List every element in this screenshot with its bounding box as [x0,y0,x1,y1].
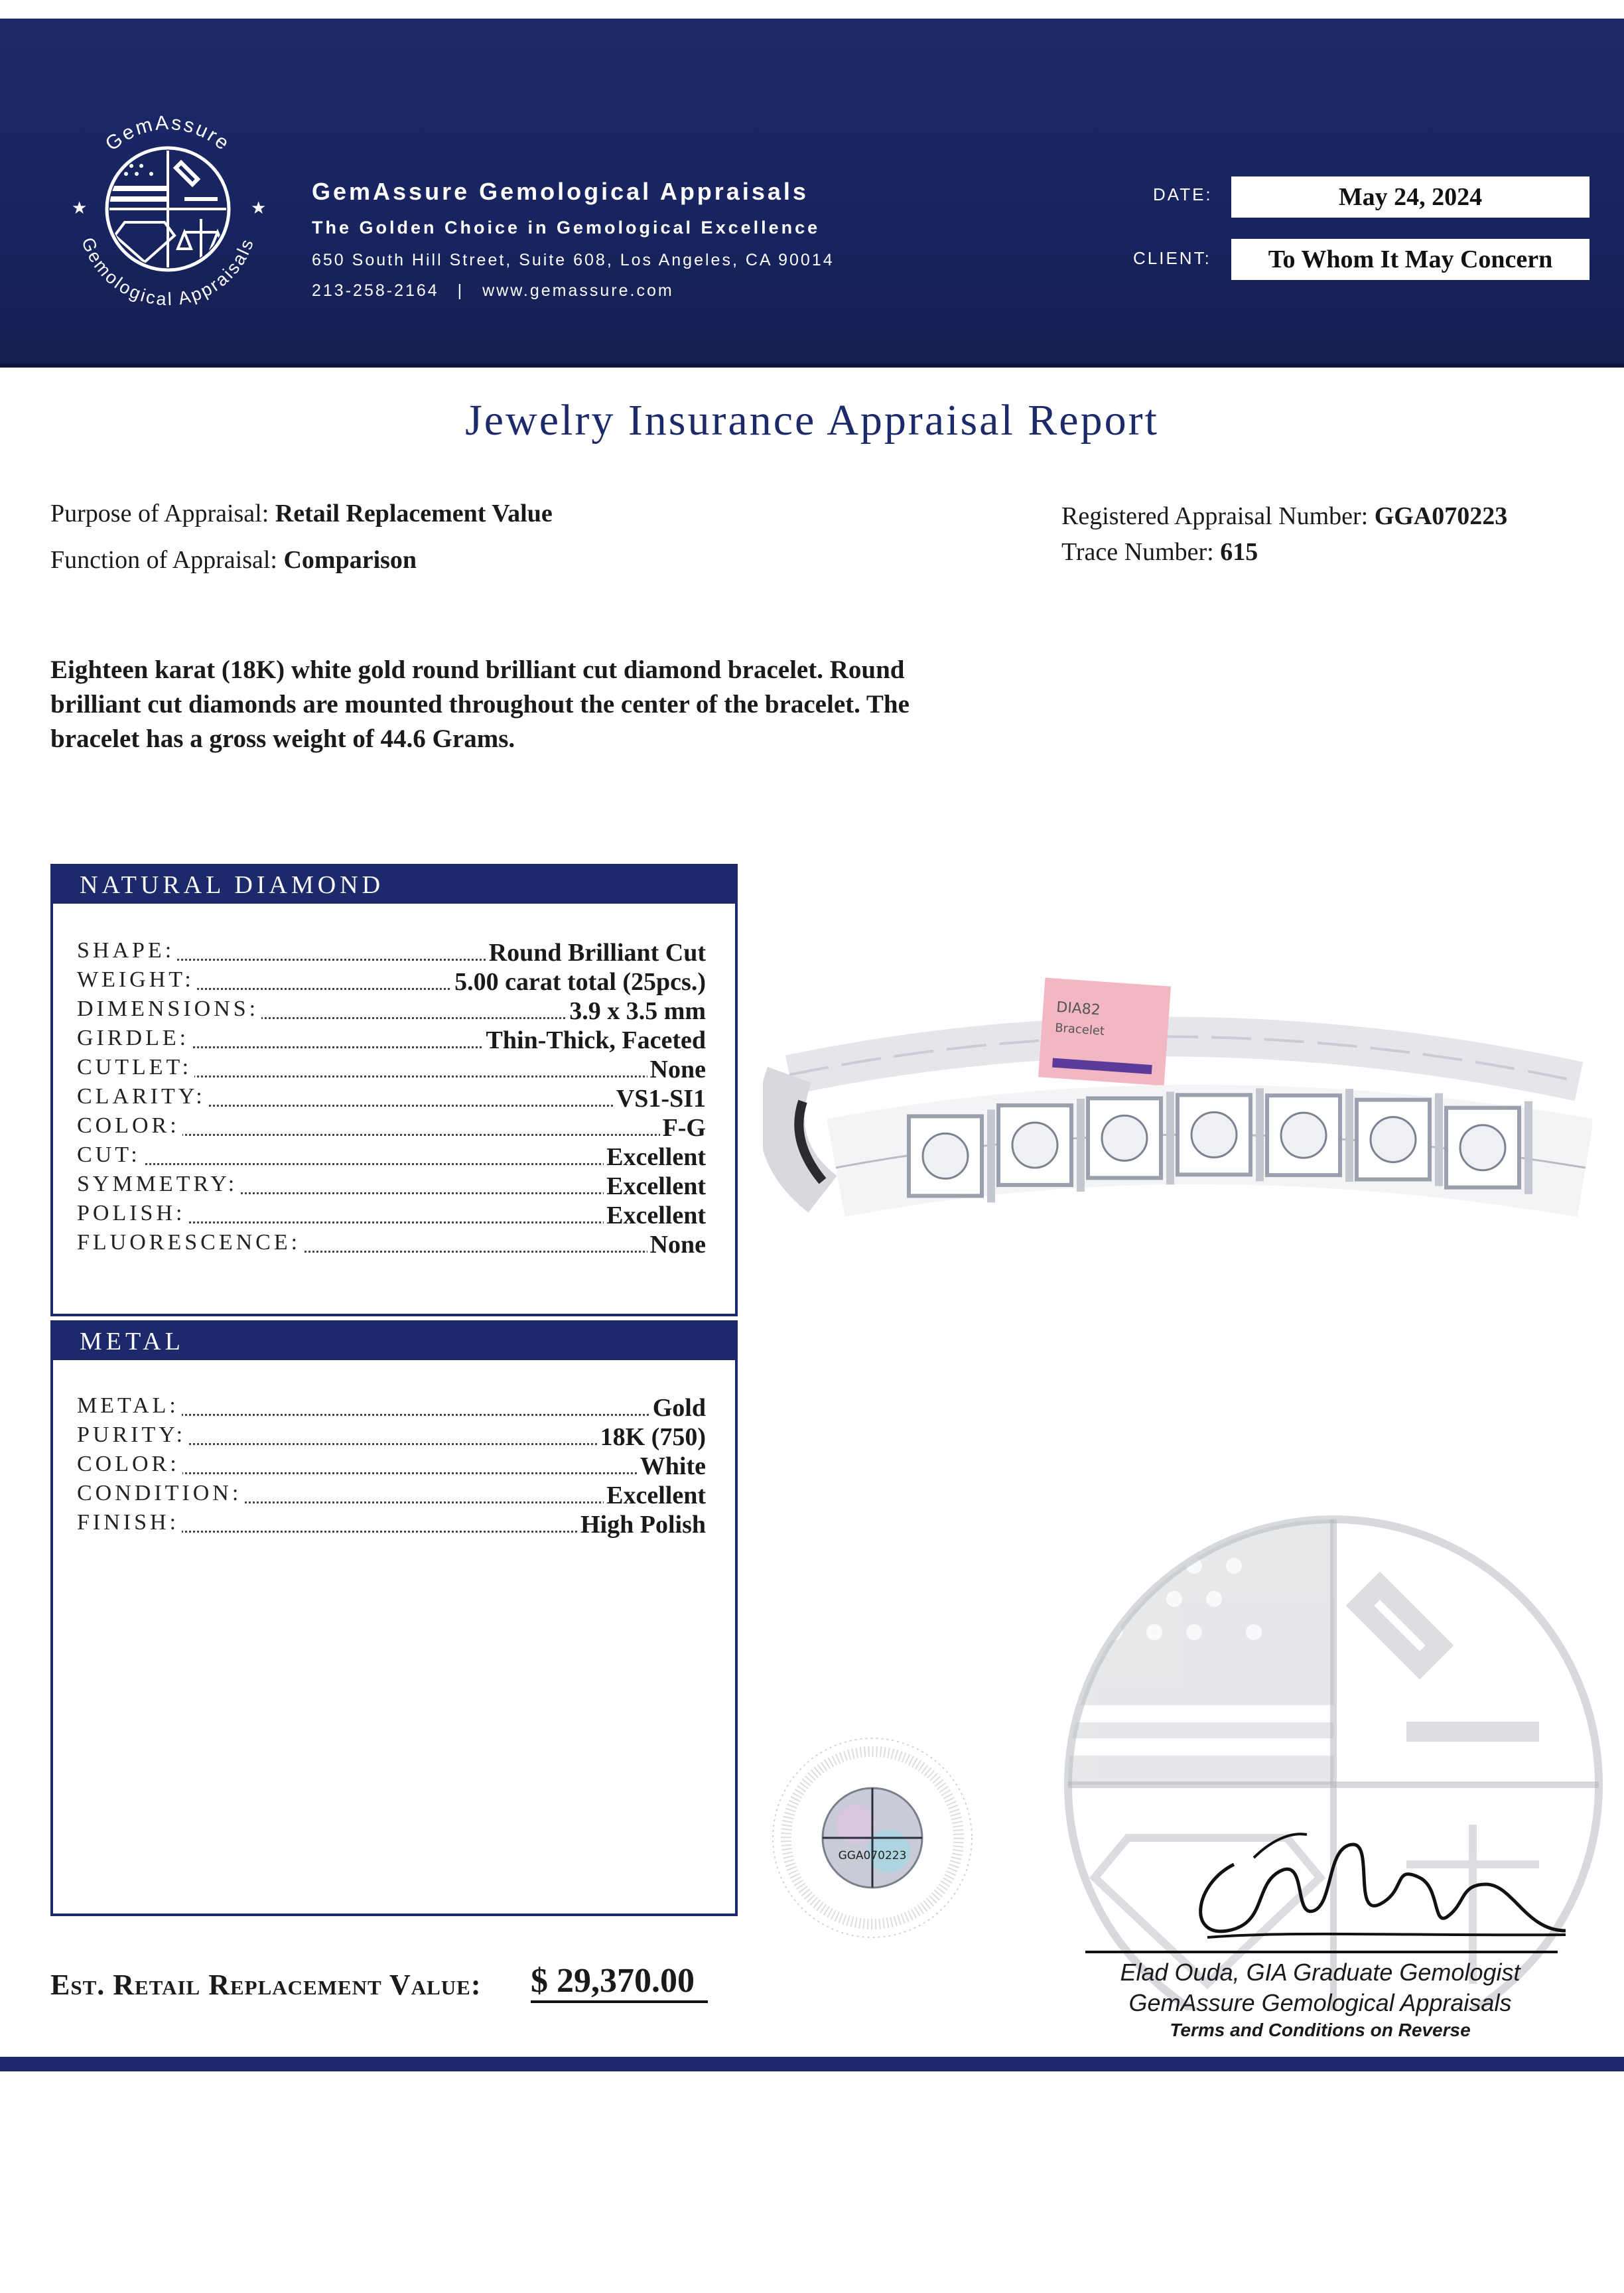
value-amount: $ 29,370.00 [531,1961,708,2003]
svg-text:Gemological Appraisals: Gemological Appraisals [78,234,258,310]
bracelet-diamond [1191,1112,1237,1157]
bracelet-diamond [923,1133,968,1178]
bracelet-bar [1435,1093,1443,1186]
spec-row [77,1393,706,1423]
trace-value: 615 [1220,538,1258,566]
spec-row [77,1172,706,1201]
spec-value: Excellent [604,1143,706,1172]
signature [1154,1805,1579,1957]
date-label: DATE: [1153,184,1213,204]
spec-label: POLISH: [77,1201,186,1225]
terms-note: Terms and Conditions on Reverse [1170,2020,1471,2040]
bracelet-diamond [1460,1125,1505,1170]
spec-label: CUT: [77,1143,141,1167]
trace-label: Trace Number: [1061,538,1214,566]
signer-company: GemAssure Gemological Appraisals [1128,1989,1512,2016]
spec-label: GIRDLE: [77,1026,190,1050]
bracelet-links [909,1088,1532,1202]
purpose-of-appraisal [50,499,553,528]
spec-value: Excellent [604,1172,706,1201]
natural-diamond-heading: NATURAL DIAMOND [53,867,735,904]
spec-label-wrap [77,1201,188,1226]
spec-row [77,967,706,997]
bracelet-bar [1077,1099,1085,1192]
spec-value: Gold [650,1393,706,1423]
natural-diamond-rows [53,938,735,1259]
purpose-value: Retail Replacement Value [275,500,553,527]
registered-appraisal-number [1061,502,1507,531]
company-name: GemAssure Gemological Appraisals [312,178,809,205]
company-contact [312,281,674,301]
metal-heading: METAL [53,1323,735,1360]
spec-label: CLARITY: [77,1084,206,1109]
function-value: Comparison [283,546,417,574]
item-description: Eighteen karat (18K) white gold round brilliant cut diamond bracelet. Round brilliant cut diamonds are mounted throughout the center of the bracelet. The bracelet has a gross weight of 44.6 Grams. [50,656,910,753]
spec-row [77,938,706,967]
spec-value: 18K (750) [598,1423,706,1452]
spec-row [77,1452,706,1481]
value-label: Est. Retail Replacement Value: [50,1969,482,2001]
spec-row [77,1481,706,1510]
tag-type: Bracelet [1054,1020,1105,1038]
spec-label: COLOR: [77,1113,180,1138]
spec-row [77,1113,706,1143]
bracelet-diamond [1102,1115,1147,1160]
spec-label-wrap [77,1143,143,1168]
spec-value: None [647,1055,706,1084]
header-divider [0,364,1624,368]
spec-label-wrap [77,1423,188,1448]
natural-diamond-section [50,864,738,1316]
spec-label-wrap [77,1452,182,1477]
signature-line [1085,1951,1558,1953]
purpose-label: Purpose of Appraisal: [50,500,269,527]
spec-label: METAL: [77,1393,179,1418]
spec-row [77,1084,706,1113]
metal-rows [53,1393,735,1539]
spec-row [77,1230,706,1259]
spec-label-wrap [77,967,197,993]
spec-label-wrap [77,1026,192,1051]
spec-value: Thin-Thick, Faceted [484,1026,706,1055]
spec-label: COLOR: [77,1452,180,1476]
spec-label: DIMENSIONS: [77,997,259,1021]
footer-divider [0,2057,1624,2071]
bracelet-bar [1256,1088,1264,1181]
spec-value: 5.00 carat total (25pcs.) [452,967,706,997]
report-title: Jewelry Insurance Appraisal Report [465,396,1159,445]
bracelet-bar [987,1109,995,1202]
spec-label: FLUORESCENCE: [77,1230,301,1255]
spec-row [77,1510,706,1539]
hologram-sticker-icon [763,1732,982,1944]
trace-number [1061,537,1258,567]
spec-label: CONDITION: [77,1481,242,1505]
bracelet-bar [1166,1091,1174,1184]
spec-label-wrap [77,1113,182,1139]
spec-label-wrap [77,1230,303,1255]
metal-section [50,1320,738,1916]
date-value: May 24, 2024 [1231,176,1590,218]
tag-code: DIA82 [1055,999,1101,1019]
svg-text:★: ★ [251,198,267,218]
header-band [0,19,1624,364]
price-tag [1038,978,1171,1086]
spec-label: CUTLET: [77,1055,192,1079]
spec-label: PURITY: [77,1423,186,1447]
company-address: 650 South Hill Street, Suite 608, Los Angeles, CA 90014 [312,251,835,269]
spec-label: SHAPE: [77,938,175,963]
client-value: To Whom It May Concern [1231,239,1590,280]
company-website: www.gemassure.com [482,281,674,300]
spec-value: White [638,1452,706,1481]
spec-value: Round Brilliant Cut [486,938,706,967]
spec-label-wrap [77,1055,194,1080]
spec-value: High Polish [578,1510,706,1539]
spec-row [77,1201,706,1230]
spec-row [77,1143,706,1172]
spec-label-wrap [77,1084,208,1109]
gemassure-logo-icon [58,100,277,318]
signer-name: Elad Ouda, GIA Graduate Gemologist [1120,1959,1521,1986]
spec-row [77,1026,706,1055]
hologram-number: GGA070223 [838,1849,907,1862]
bracelet-bar [1345,1089,1353,1182]
company-tagline: The Golden Choice in Gemological Excellence [312,218,821,238]
spec-value: Excellent [604,1201,706,1230]
svg-text:GemAssure: GemAssure [101,111,235,156]
spec-row [77,1055,706,1084]
spec-label: FINISH: [77,1510,180,1535]
registered-label: Registered Appraisal Number: [1061,502,1369,530]
spec-label: SYMMETRY: [77,1172,238,1196]
contact-separator: | [457,281,464,300]
bracelet-diamond [1371,1117,1416,1162]
spec-value: Excellent [604,1481,706,1510]
spec-label-wrap [77,1393,182,1419]
function-of-appraisal [50,545,417,575]
spec-row [77,997,706,1026]
spec-label: WEIGHT: [77,967,194,992]
spec-value: VS1-SI1 [614,1084,706,1113]
spec-label-wrap [77,1510,182,1535]
bracelet-photo [763,969,1592,1287]
client-label: CLIENT: [1133,248,1211,268]
spec-value: 3.9 x 3.5 mm [567,997,706,1026]
spec-label-wrap [77,1172,240,1197]
bracelet-diamond [1012,1123,1057,1168]
company-phone: 213-258-2164 [312,281,439,300]
spec-row [77,1423,706,1452]
bracelet-bar [1524,1101,1532,1194]
bracelet-diamond [1281,1113,1326,1158]
spec-value: None [647,1230,706,1259]
spec-value: F-G [660,1113,706,1143]
spec-label-wrap [77,938,177,963]
registered-value: GGA070223 [1374,502,1508,530]
spec-label-wrap [77,1481,244,1506]
spec-label-wrap [77,997,261,1022]
svg-text:★: ★ [72,198,88,218]
function-label: Function of Appraisal: [50,546,277,574]
